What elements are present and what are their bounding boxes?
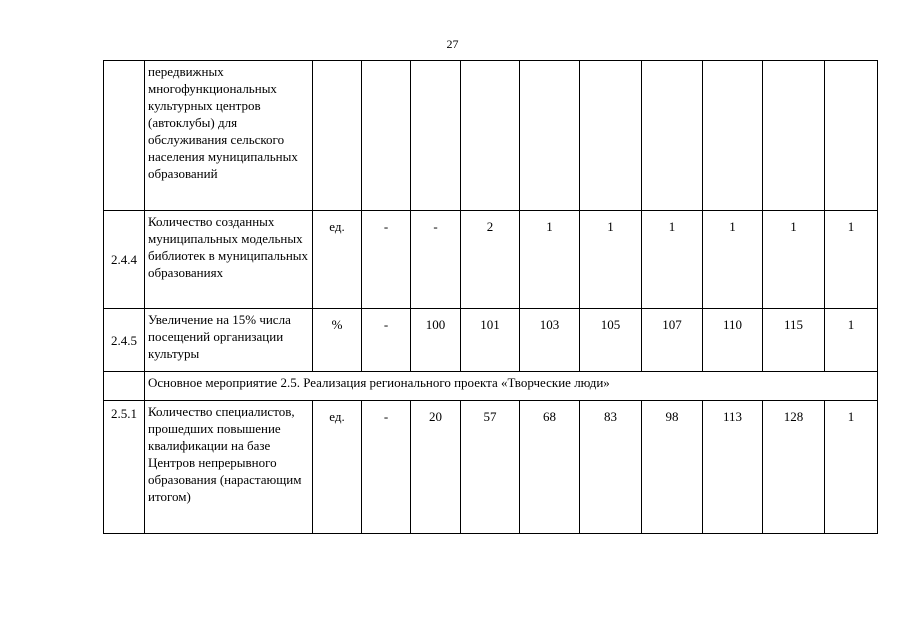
row-number: [104, 372, 145, 401]
value-cell: 83: [580, 401, 642, 534]
value-cell: [763, 61, 825, 211]
value-cell: 68: [520, 401, 580, 534]
indicator-name: Количество специалистов, прошедших повышение квалификации на базе Центров непрерывного образования (нарастающим итогом): [145, 401, 313, 534]
value-cell: 1: [642, 211, 703, 309]
value-cell: 1: [763, 211, 825, 309]
row-number: [104, 61, 145, 211]
row-number: 2.5.1: [104, 401, 145, 534]
value-cell: -: [362, 401, 411, 534]
value-cell: 1: [520, 211, 580, 309]
unit-cell: %: [313, 309, 362, 372]
value-cell: 107: [642, 309, 703, 372]
indicator-name: Количество созданных муниципальных модельных библиотек в муниципальных образованиях: [145, 211, 313, 309]
value-cell: 128: [763, 401, 825, 534]
page-number: 27: [446, 37, 459, 51]
unit-cell: ед.: [313, 401, 362, 534]
table-row: [104, 401, 878, 534]
value-cell: 115: [763, 309, 825, 372]
value-cell: [362, 61, 411, 211]
table-row: [104, 309, 878, 372]
table-row: [104, 61, 878, 211]
section-title: Основное мероприятие 2.5. Реализация регионального проекта «Творческие люди»: [145, 372, 878, 401]
value-cell: 1: [825, 309, 878, 372]
row-number: 2.4.4: [104, 211, 145, 309]
value-cell: -: [362, 211, 411, 309]
value-cell: [461, 61, 520, 211]
section-row: [104, 372, 878, 401]
value-cell: 1: [825, 211, 878, 309]
indicators-table: [103, 60, 878, 534]
value-cell: 1: [580, 211, 642, 309]
value-cell: [825, 61, 878, 211]
value-cell: [642, 61, 703, 211]
unit-cell: ед.: [313, 211, 362, 309]
value-cell: [580, 61, 642, 211]
indicator-name: передвижных многофункциональных культурных центров (автоклубы) для обслуживания сельского населения муниципальных образований: [145, 61, 313, 211]
value-cell: 105: [580, 309, 642, 372]
value-cell: [703, 61, 763, 211]
value-cell: 100: [411, 309, 461, 372]
value-cell: 101: [461, 309, 520, 372]
value-cell: 57: [461, 401, 520, 534]
value-cell: [520, 61, 580, 211]
value-cell: [411, 61, 461, 211]
value-cell: 20: [411, 401, 461, 534]
value-cell: 1: [825, 401, 878, 534]
value-cell: 98: [642, 401, 703, 534]
table-row: [104, 211, 878, 309]
value-cell: 1: [703, 211, 763, 309]
value-cell: 110: [703, 309, 763, 372]
value-cell: 2: [461, 211, 520, 309]
value-cell: 113: [703, 401, 763, 534]
value-cell: -: [411, 211, 461, 309]
indicator-name: Увеличение на 15% числа посещений организации культуры: [145, 309, 313, 372]
unit-cell: [313, 61, 362, 211]
value-cell: 103: [520, 309, 580, 372]
row-number: 2.4.5: [104, 309, 145, 372]
value-cell: -: [362, 309, 411, 372]
